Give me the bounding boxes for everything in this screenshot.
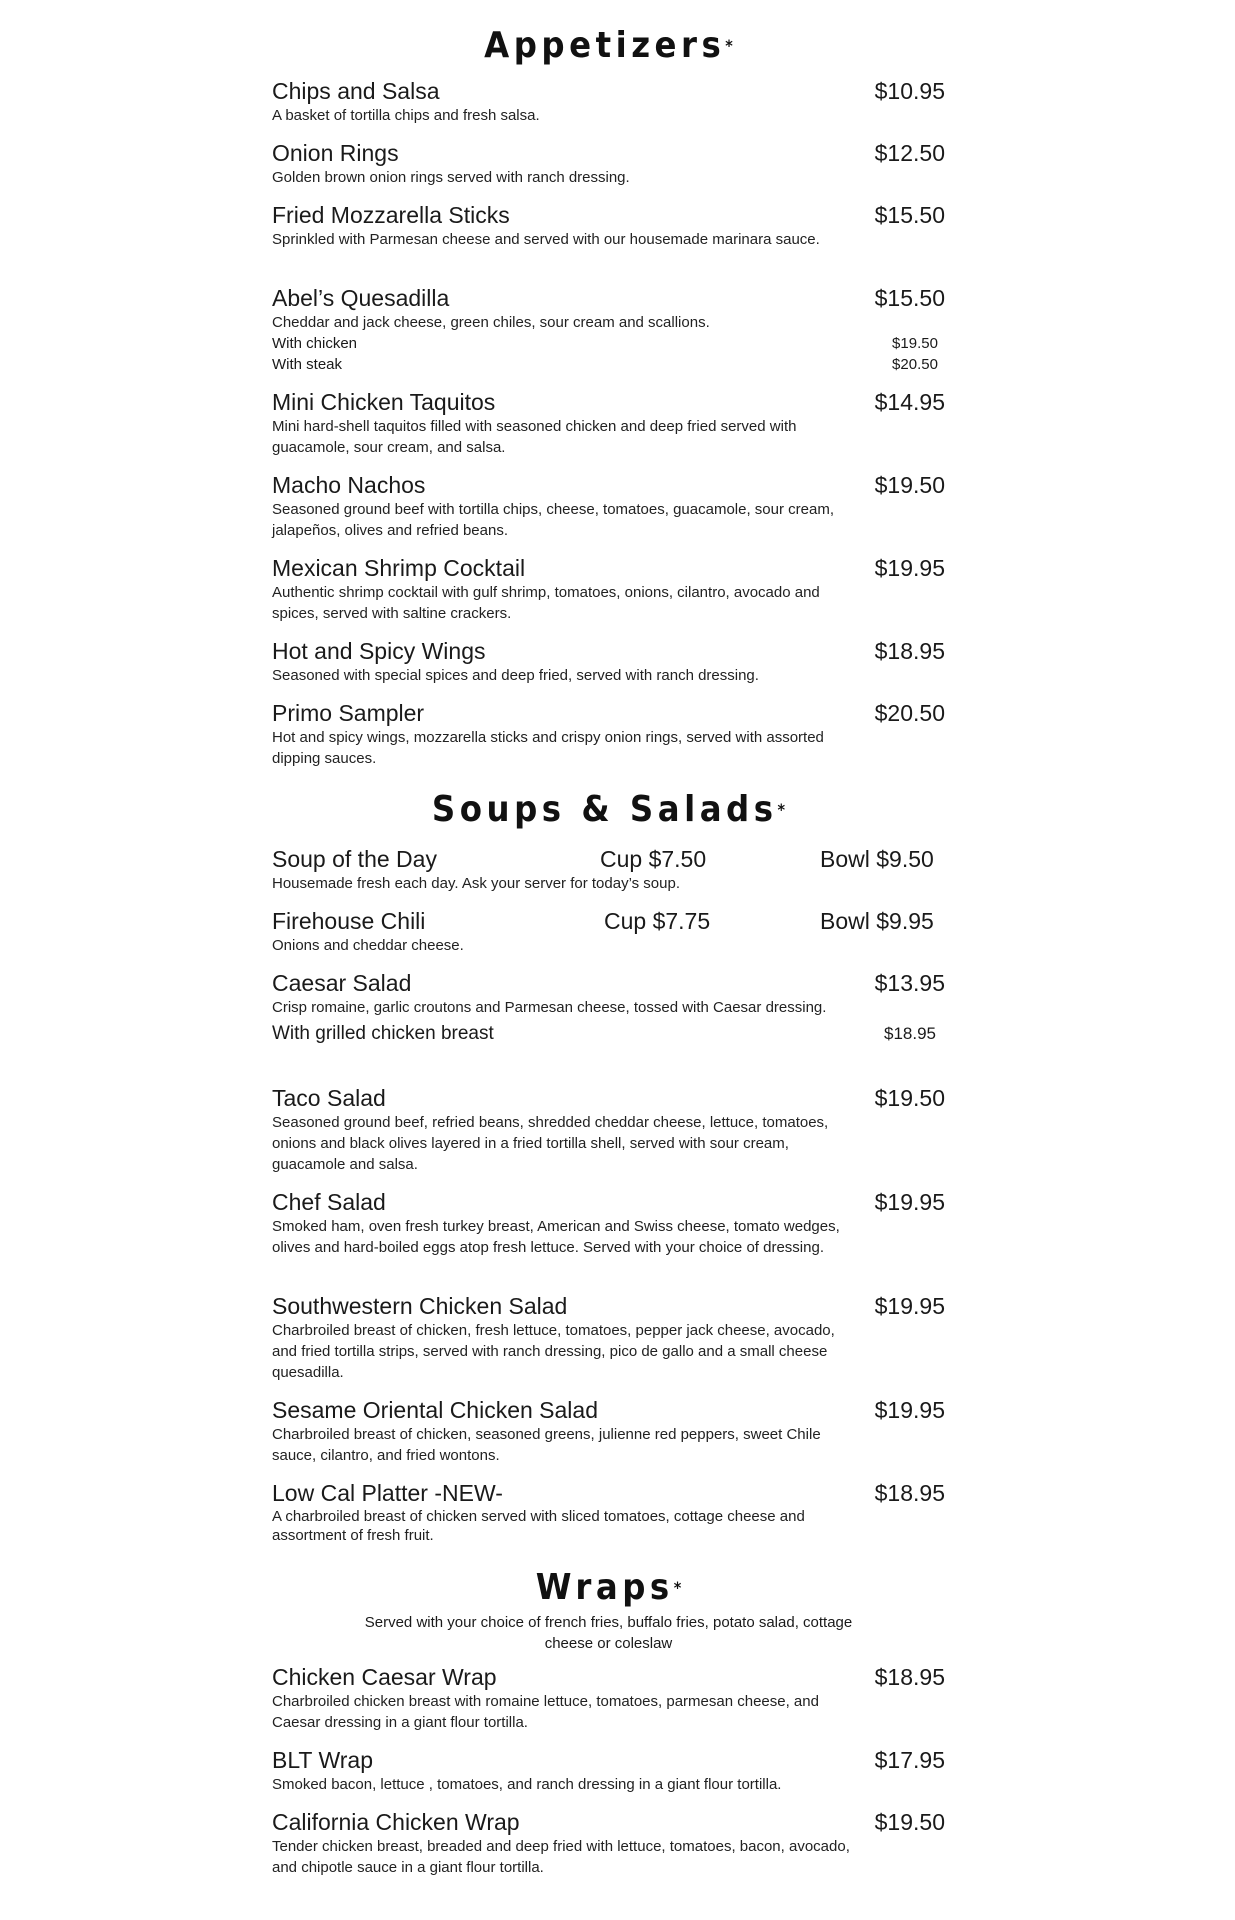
item-name: Abel’s Quesadilla <box>272 285 450 311</box>
item-description: Sprinkled with Parmesan cheese and served with our housemade marinara sauce. <box>272 231 820 248</box>
item-description: Cheddar and jack cheese, green chiles, sour cream and scallions. <box>272 314 710 331</box>
item-name: Chips and Salsa <box>272 78 440 104</box>
item-description: Hot and spicy wings, mozzarella sticks and crispy onion rings, served with assorted dipping sauces. <box>272 729 824 767</box>
menu-item <box>272 1189 945 1258</box>
menu-item <box>272 78 945 126</box>
appetizers-title: Appetizers* <box>484 25 733 66</box>
menu-item <box>272 1809 945 1878</box>
item-option: With grilled chicken breast $18.95 <box>272 1023 936 1044</box>
item-option: With steak $20.50 <box>272 356 938 373</box>
item-price: $12.50 <box>874 140 945 166</box>
item-price: $18.95 <box>874 638 945 664</box>
menu-item <box>272 700 945 769</box>
item-option: With chicken $19.50 <box>272 335 938 352</box>
item-name: Taco Salad <box>272 1085 386 1111</box>
item-description: Tender chicken breast, breaded and deep fried with lettuce, tomatoes, bacon, avocado, and chipotle sauce in a giant flour tortilla. <box>272 1838 850 1876</box>
menu-item <box>272 638 945 686</box>
menu-item <box>272 970 945 1046</box>
wraps-section <box>272 1568 945 1654</box>
item-description: Smoked bacon, lettuce , tomatoes, and ranch dressing in a giant flour tortilla. <box>272 1776 782 1793</box>
item-description: Housemade fresh each day. Ask your server for today’s soup. <box>272 875 680 892</box>
item-name: Caesar Salad <box>272 970 412 996</box>
item-name: Southwestern Chicken Salad <box>272 1293 568 1319</box>
wraps-title: Wraps* <box>535 1567 682 1608</box>
item-name: Mini Chicken Taquitos <box>272 389 496 415</box>
item-name: Primo Sampler <box>272 700 425 726</box>
menu-item <box>272 846 945 894</box>
menu-item <box>272 140 945 188</box>
item-name: Onion Rings <box>272 140 399 166</box>
item-name: Hot and Spicy Wings <box>272 638 486 664</box>
cup-price: Cup $7.50 <box>600 846 707 872</box>
item-price: $18.95 <box>874 1480 945 1506</box>
item-description: Seasoned with special spices and deep fried, served with ranch dressing. <box>272 667 759 684</box>
item-description: Golden brown onion rings served with ranch dressing. <box>272 169 630 186</box>
item-description: A charbroiled breast of chicken served with sliced tomatoes, cottage cheese and assortment of fresh fruit. <box>272 1508 805 1544</box>
item-description: Seasoned ground beef with tortilla chips, cheese, tomatoes, guacamole, sour cream, jalapeños, olives and refried beans. <box>272 501 834 539</box>
menu-item <box>272 908 945 956</box>
item-price: $10.95 <box>874 78 945 104</box>
wraps-note: Served with your choice of french fries, buffalo fries, potato salad, cottage cheese or coleslaw <box>364 1614 853 1652</box>
item-price: $19.95 <box>874 1189 945 1215</box>
menu-item <box>272 1480 945 1545</box>
item-price: $19.50 <box>874 472 945 498</box>
item-description: A basket of tortilla chips and fresh salsa. <box>272 107 540 124</box>
item-price: $20.50 <box>874 700 945 726</box>
item-name: Macho Nachos <box>272 472 426 498</box>
item-description: Charbroiled breast of chicken, fresh lettuce, tomatoes, pepper jack cheese, avocado, and fried tortilla strips, served with ranch dressing, pico de gallo and a small cheese quesadilla. <box>272 1322 835 1381</box>
menu-item <box>272 202 945 250</box>
menu-item <box>272 389 945 458</box>
item-name: Sesame Oriental Chicken Salad <box>272 1397 598 1423</box>
item-description: Seasoned ground beef, refried beans, shredded cheddar cheese, lettuce, tomatoes, onions and black olives layered in a fried tortilla shell, served with sour cream, guacamole and salsa. <box>272 1114 829 1173</box>
item-price: $19.50 <box>874 1809 945 1835</box>
cup-price: Cup $7.75 <box>604 908 711 934</box>
item-price: $15.50 <box>874 285 945 311</box>
menu-item <box>272 555 945 624</box>
item-name: Chicken Caesar Wrap <box>272 1664 497 1690</box>
item-name: California Chicken Wrap <box>272 1809 520 1835</box>
menu-item <box>272 1293 945 1383</box>
item-price: $18.95 <box>874 1664 945 1690</box>
item-description: Onions and cheddar cheese. <box>272 937 464 954</box>
item-price: $19.50 <box>874 1085 945 1111</box>
item-description: Mini hard-shell taquitos filled with seasoned chicken and deep fried served with guacamole, sour cream, and salsa. <box>272 418 797 456</box>
item-price: $19.95 <box>874 1397 945 1423</box>
item-price: $13.95 <box>874 970 945 996</box>
menu-item <box>272 1397 945 1466</box>
soups-section <box>272 790 945 830</box>
item-name: BLT Wrap <box>272 1747 373 1773</box>
item-name: Firehouse Chili <box>272 908 426 934</box>
soups-title: Soups & Salads* <box>431 789 786 830</box>
item-name: Mexican Shrimp Cocktail <box>272 555 526 581</box>
menu-item <box>272 1664 945 1733</box>
item-description: Authentic shrimp cocktail with gulf shrimp, tomatoes, onions, cilantro, avocado and spices, served with saltine crackers. <box>272 584 820 622</box>
bowl-price: Bowl $9.50 <box>820 846 934 872</box>
item-price: $19.95 <box>874 555 945 581</box>
item-name: Chef Salad <box>272 1189 386 1215</box>
item-price: $17.95 <box>874 1747 945 1773</box>
item-description: Charbroiled breast of chicken, seasoned greens, julienne red peppers, sweet Chile sauce, cilantro, and fried wontons. <box>272 1426 821 1464</box>
item-description: Charbroiled chicken breast with romaine lettuce, tomatoes, parmesan cheese, and Caesar dressing in a giant flour tortilla. <box>272 1693 819 1731</box>
menu-item <box>272 472 945 541</box>
menu-item <box>272 1085 945 1175</box>
appetizers-section <box>272 26 945 66</box>
menu-item <box>272 285 945 375</box>
item-name: Fried Mozzarella Sticks <box>272 202 510 228</box>
item-price: $19.95 <box>874 1293 945 1319</box>
menu-item <box>272 1747 945 1795</box>
item-price: $14.95 <box>874 389 945 415</box>
bowl-price: Bowl $9.95 <box>820 908 934 934</box>
item-description: Smoked ham, oven fresh turkey breast, American and Swiss cheese, tomato wedges, olives and hard-boiled eggs atop fresh lettuce. Served with your choice of dressing. <box>272 1218 840 1256</box>
item-name: Soup of the Day <box>272 846 437 872</box>
item-price: $15.50 <box>874 202 945 228</box>
item-description: Crisp romaine, garlic croutons and Parmesan cheese, tossed with Caesar dressing. <box>272 999 827 1016</box>
item-name: Low Cal Platter -NEW- <box>272 1480 503 1506</box>
